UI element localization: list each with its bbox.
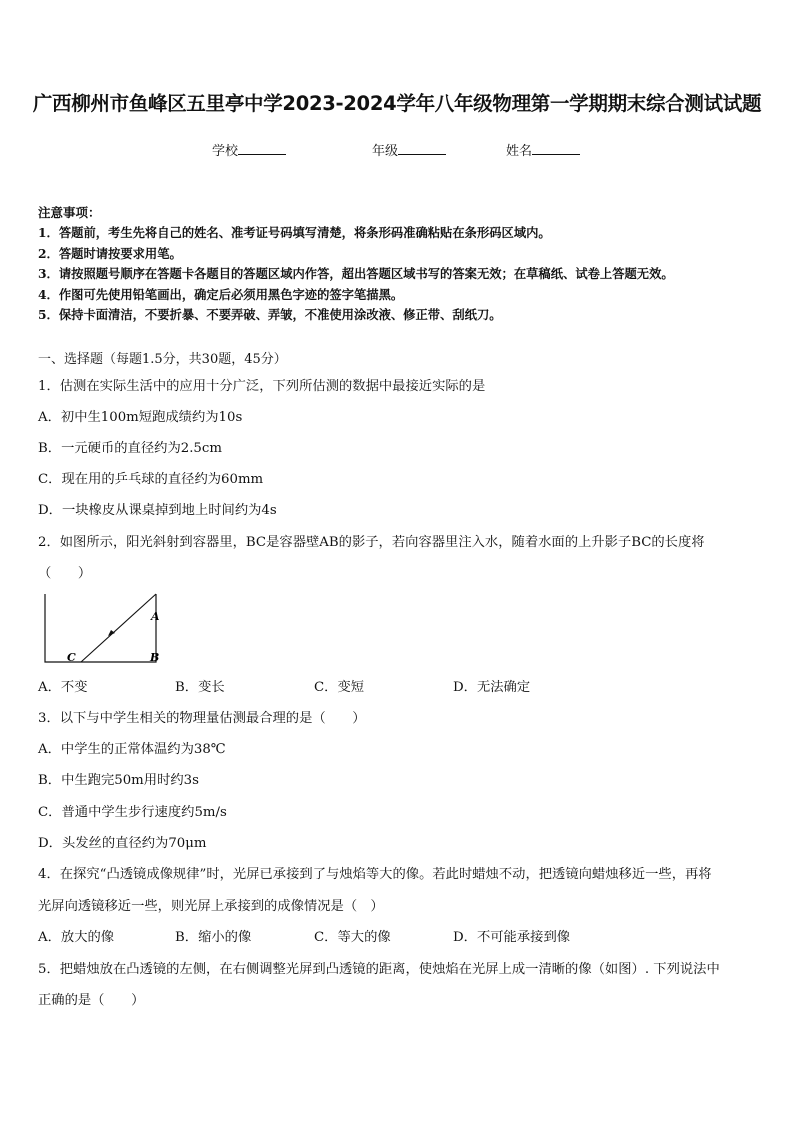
q5-stem-line2: 正确的是（ ）	[38, 993, 145, 1008]
name-label: 姓名	[506, 144, 533, 159]
q4-option-d: D．不可能承接到像	[453, 930, 571, 945]
note-item: 1．答题前，考生先将自己的姓名、准考证号码填写清楚，将条形码准确粘贴在条形码区域内。	[38, 225, 551, 240]
q2-stem: 2．如图所示，阳光斜射到容器里，BC是容器壁AB的影子，若向容器里注入水，随着水面的上升影子BC的长度将	[38, 535, 705, 550]
q3-option-b: B．中生跑完50m用时约3s	[38, 773, 199, 788]
q1-stem: 1．估测在实际生活中的应用十分广泛，下列所估测的数据中最接近实际的是	[38, 379, 486, 394]
q3-stem: 3．以下与中学生相关的物理量估测最合理的是（ ）	[38, 711, 366, 726]
q4-option-c: C．等大的像	[314, 930, 391, 945]
q2-option-b: B．变长	[175, 680, 225, 695]
name-blank	[532, 142, 580, 155]
q4-option-b: B．缩小的像	[175, 930, 252, 945]
grade-label: 年级	[372, 144, 399, 159]
note-item: 2．答题时请按要求用笔。	[38, 245, 182, 261]
label-b: B	[150, 651, 160, 664]
note-item: 5．保持卡面清洁，不要折暴、不要弄破、弄皱，不准使用涂改液、修正带、刮纸刀。	[38, 307, 502, 322]
school-label: 学校	[212, 144, 239, 159]
grade-blank	[398, 142, 446, 155]
q2-options	[38, 676, 778, 694]
q4-stem: 4．在探究“凸透镜成像规律”时，光屏已承接到了与烛焰等大的像。若此时蜡烛不动，把透镜向蜡烛移近一些，再将	[38, 867, 712, 882]
q4-option-a: A．放大的像	[38, 930, 115, 945]
sunlight-ray	[81, 594, 156, 662]
ray-arrow-icon	[108, 630, 115, 636]
notes-heading: 注意事项：	[38, 205, 101, 220]
q3-option-a: A．中学生的正常体温约为38℃	[38, 742, 226, 757]
q2-option-a: A．不变	[38, 680, 88, 695]
label-c: C	[67, 651, 76, 664]
q2-option-c: C．变短	[314, 680, 365, 695]
q5-stem: 5．把蜡烛放在凸透镜的左侧，在右侧调整光屏到凸透镜的距离，使烛焰在光屏上成一清晰的像（如图）. 下列说法中	[38, 962, 720, 977]
q3-option-d: D．头发丝的直径约为70μm	[38, 836, 207, 851]
q1-option-d: D．一块橡皮从课桌掉到地上时间约为4s	[38, 503, 277, 518]
label-a: A	[151, 610, 160, 623]
grade-field	[372, 140, 446, 159]
container-shadow-diagram	[38, 590, 168, 670]
q4-options	[38, 926, 778, 944]
q1-option-a: A．初中生100m短跑成绩约为10s	[38, 410, 243, 425]
note-item: 4．作图可先使用铅笔画出，确定后必须用黑色字迹的签字笔描黑。	[38, 286, 404, 302]
container-outline	[45, 594, 156, 662]
school-field	[212, 140, 286, 159]
q2-option-d: D．无法确定	[453, 680, 531, 695]
q1-option-b: B．一元硬币的直径约为2.5cm	[38, 441, 222, 456]
school-blank	[238, 142, 286, 155]
q3-option-c: C．普通中学生步行速度约5m/s	[38, 805, 227, 820]
section-heading: 一、选择题（每题1.5分，共30题，45分）	[38, 352, 287, 367]
note-item: 3．请按照题号顺序在答题卡各题目的答题区域内作答，超出答题区域书写的答案无效；在草稿纸、试卷上答题无效。	[38, 266, 674, 281]
q4-stem-line2: 光屏向透镜移近一些，则光屏上承接到的成像情况是（ ）	[38, 899, 384, 914]
notes-list	[38, 223, 778, 326]
q2-stem-paren: （ ）	[38, 566, 92, 581]
exam-title: 广西柳州市鱼峰区五里亭中学2023-2024学年八年级物理第一学期期末综合测试试题	[32, 92, 762, 115]
q1-option-c: C．现在用的乒乓球的直径约为60mm	[38, 472, 264, 487]
name-field	[506, 140, 580, 159]
